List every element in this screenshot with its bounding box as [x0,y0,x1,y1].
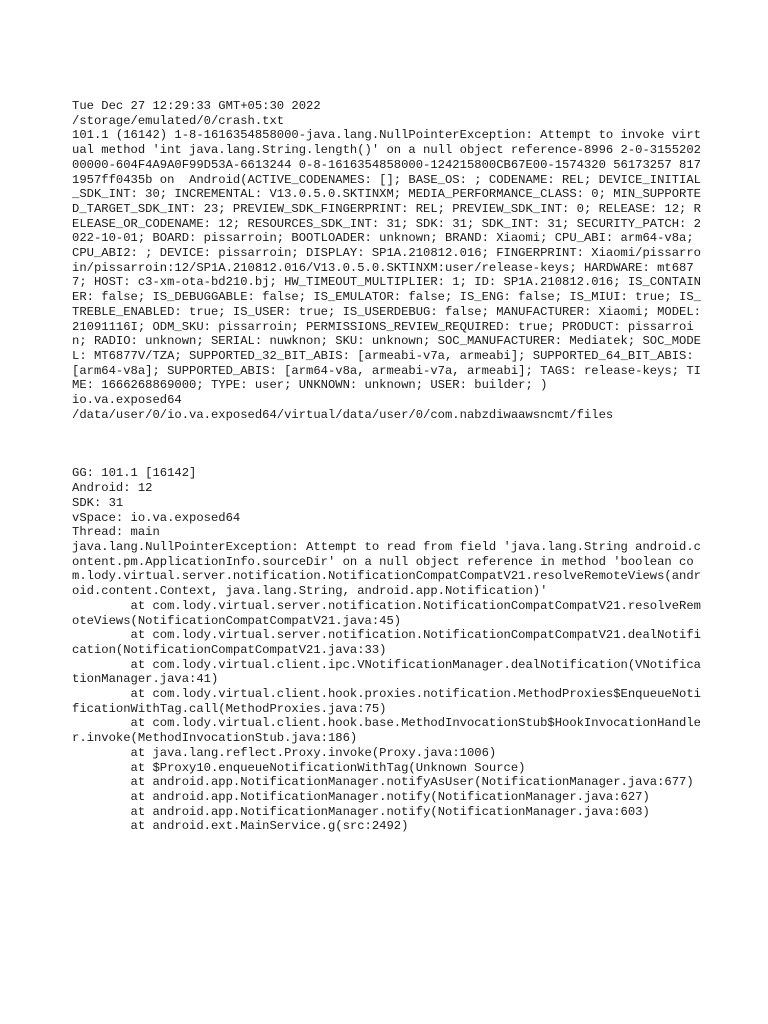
section-spacer [72,422,708,466]
crash-report-header: Tue Dec 27 12:29:33 GMT+05:30 2022 /storage/emulated/0/crash.txt 101.1 (16142) 1-8-1616354858000-java.lang.NullPointerException: Attempt to invoke virtual method 'int java.lang.String.length()' on a null object reference-8996 2-0-315520200000-604F4A9A0F99D53A-6613244 0-8-1616354858000-124215800CB67E00-1574320 56173257 817 1957ff0435b on Android(ACTIVE_CODENAMES: []; BASE_OS: ; CODENAME: REL; DEVICE_INITIAL_SDK_INT: 30; INCREMENTAL: V13.0.5.0.SKTINXM; MEDIA_PERFORMANCE_CLASS: 0; MIN_SUPPORTED_TARGET_SDK_INT: 23; PREVIEW_SDK_FINGERPRINT: REL; PREVIEW_SDK_INT: 0; RELEASE: 12; RELEASE_OR_CODENAME: 12; RESOURCES_SDK_INT: 31; SDK: 31; SDK_INT: 31; SECURITY_PATCH: 2022-10-01; BOARD: pissarroin; BOOTLOADER: unknown; BRAND: Xiaomi; CPU_ABI: arm64-v8a; CPU_ABI2: ; DEVICE: pissarroin; DISPLAY: SP1A.210812.016; FINGERPRINT: Xiaomi/pissarroin/pissarroin:12/SP1A.210812.016/V13.0.5.0.SKTINXM:user/release-keys; HARDWARE: mt6877; HOST: c3-xm-ota-bd210.bj; HW_TIMEOUT_MULTIPLIER: 1; ID: SP1A.210812.016; IS_CONTAINER: false; IS_DEBUGGABLE: false; IS_EMULATOR: false; IS_ENG: false; IS_MIUI: true; IS_TREBLE_ENABLED: true; IS_USER: true; IS_USERDEBUG: false; MANUFACTURER: Xiaomi; MODEL: 21091116I; ODM_SKU: pissarroin; PERMISSIONS_REVIEW_REQUIRED: true; PRODUCT: pissarroin; RADIO: unknown; SERIAL: nuwknon; SKU: unknown; SOC_MANUFACTURER: Mediatek; SOC_MODEL: MT6877V/TZA; SUPPORTED_32_BIT_ABIS: [armeabi-v7a, armeabi]; SUPPORTED_64_BIT_ABIS: [arm64-v8a]; SUPPORTED_ABIS: [arm64-v8a, armeabi-v7a, armeabi]; TAGS: release-keys; TIME: 1666268869000; TYPE: user; UNKNOWN: unknown; USER: builder; ) io.va.exposed64 /data/user/0/io.va.exposed64/virtual/data/user/0/com.nabzdiwaawsncmt/files [72,99,701,422]
stack-trace: GG: 101.1 [16142] Android: 12 SDK: 31 vSpace: io.va.exposed64 Thread: main java.lang.NullPointerException: Attempt to read from field 'java.lang.String android.content.pm.ApplicationInfo.sourceDir' on a null object reference in method 'boolean com.lody.virtual.server.notification.NotificationCompatCompatV21.resolveRemoteViews(android.content.Context, java.lang.String, android.app.Notification)' at com.lody.virtual.server.notification.NotificationCompatCompatV21.resolveRemoteViews(NotificationCompatCompatV21.java:45) at com.lody.virtual.server.notification.NotificationCompatCompatV21.dealNotification(NotificationCompatCompatV21.java:33) at com.lody.virtual.client.ipc.VNotificationManager.dealNotification(VNotificationManager.java:41) at com.lody.virtual.client.hook.proxies.notification.MethodProxies$EnqueueNotificationWithTag.call(MethodProxies.java:75) at com.lody.virtual.client.hook.base.MethodInvocationStub$HookInvocationHandler.invoke(MethodInvocationStub.java:186) at java.lang.reflect.Proxy.invoke(Proxy.java:1006) at $Proxy10.enqueueNotificationWithTag(Unknown Source) at android.app.NotificationManager.notifyAsUser(NotificationManager.java:677) at android.app.NotificationManager.notify(NotificationManager.java:627) at android.app.NotificationManager.notify(NotificationManager.java:603) at android.ext.MainService.g(src:2492) [72,466,701,834]
